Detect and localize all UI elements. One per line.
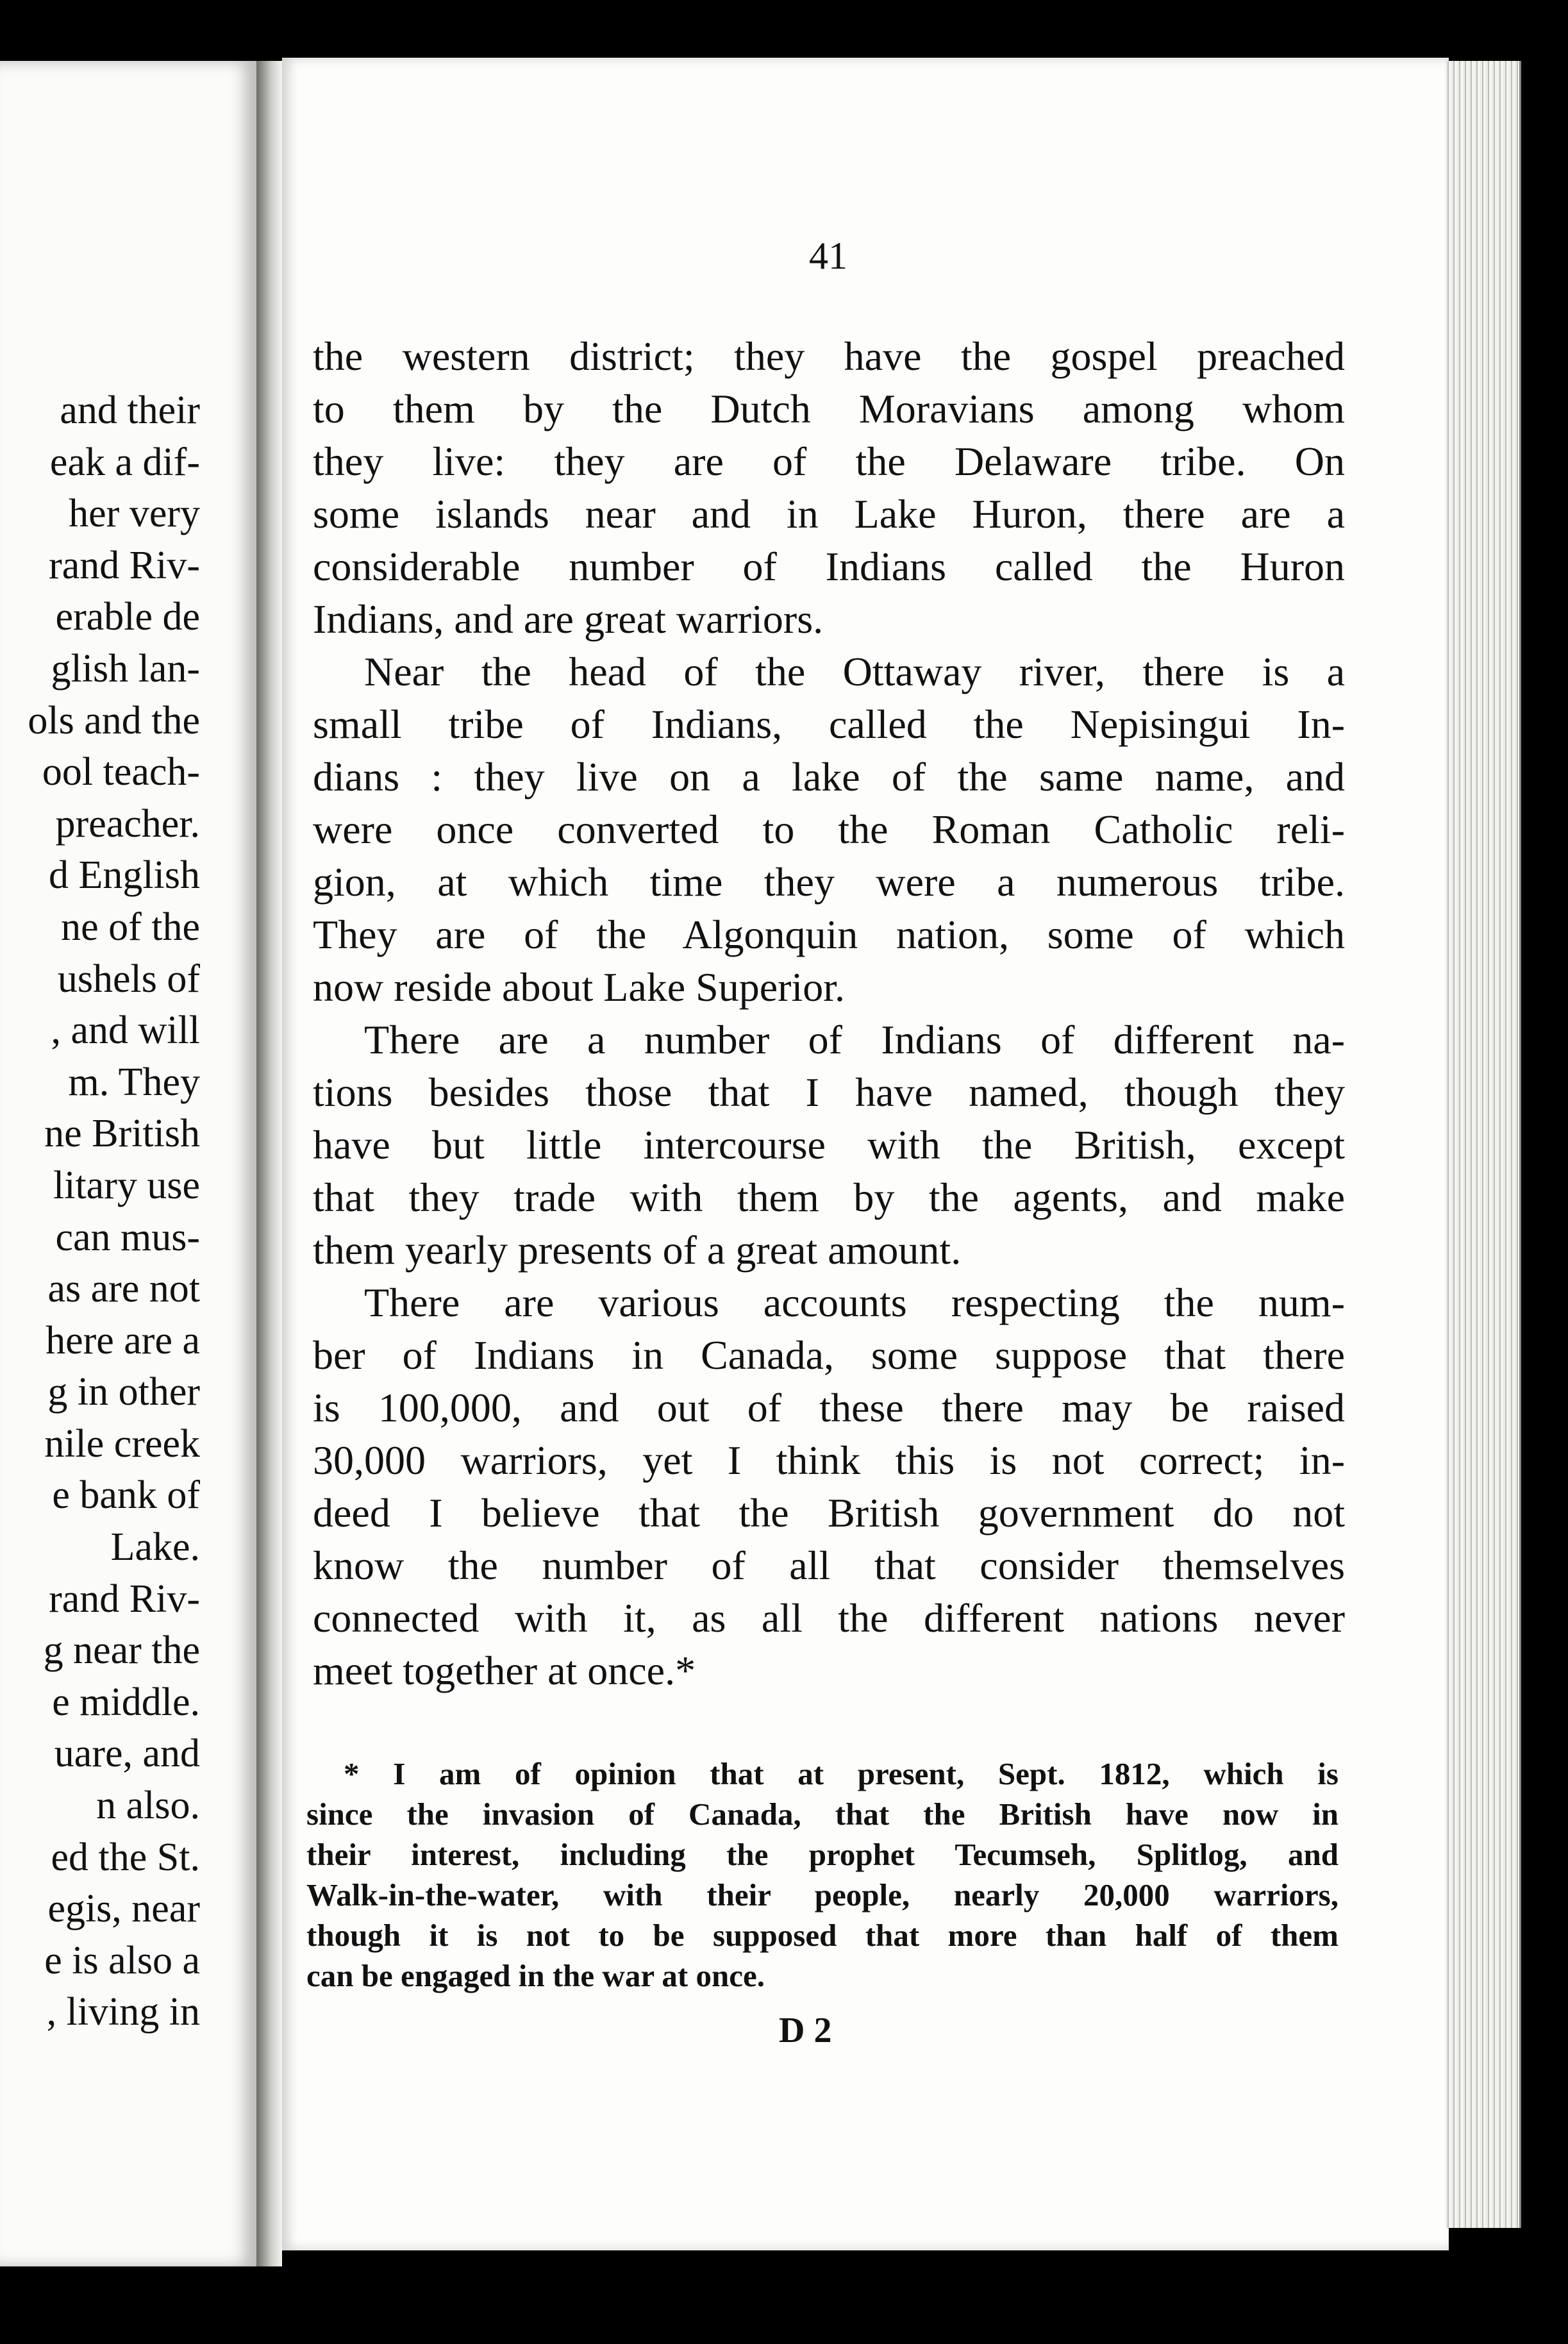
text-line: were once converted to the Roman Catholic reli- (313, 807, 1345, 852)
text-line: ber of Indians in Canada, some suppose that there (313, 1332, 1345, 1378)
left-page-line: ne British (44, 1112, 200, 1156)
text-line: them yearly presents of a great amount. (313, 1227, 962, 1273)
left-page-line: egis, near (47, 1887, 200, 1931)
left-page-line: can mus- (55, 1215, 200, 1259)
text-line: know the number of all that consider themselves (313, 1543, 1345, 1588)
paragraph (313, 1277, 1345, 1697)
text-line: is 100,000, and out of these there may be raised (313, 1385, 1345, 1430)
text-line: that they trade with them by the agents, and make (313, 1175, 1345, 1220)
text-line: There are a number of Indians of different na- (364, 1017, 1345, 1062)
text-line: Indians, and are great warriors. (313, 596, 824, 642)
text-line: meet together at once.* (313, 1648, 696, 1693)
left-page-line: ols and the (28, 698, 200, 742)
text-line: some islands near and in Lake Huron, there are a (313, 491, 1345, 537)
footnote-line: their interest, including the prophet Tecumseh, Splitlog, and (306, 1837, 1339, 1872)
footnote-line: Walk-in-the-water, with their people, nearly 20,000 warriors, (306, 1877, 1339, 1913)
left-page-line: litary use (53, 1163, 200, 1207)
text-line: considerable number of Indians called the Huron (313, 544, 1345, 589)
footnote (306, 1754, 1339, 1996)
left-page-line: uare, and (54, 1732, 200, 1776)
footnote-line: since the invasion of Canada, that the British have now in (306, 1796, 1339, 1832)
text-line: have but little intercourse with the British, except (313, 1122, 1345, 1168)
left-page (0, 61, 259, 2266)
book-gutter (256, 61, 282, 2266)
left-page-line: g in other (47, 1370, 200, 1414)
text-line: deed I believe that the British government do not (313, 1490, 1345, 1536)
left-page-line: ool teach- (42, 750, 200, 794)
left-page-line: n also. (96, 1784, 200, 1828)
text-line: they live: they are of the Delaware tribe. On (313, 439, 1345, 484)
text-line: the western district; they have the gospel preached (313, 333, 1345, 379)
text-line: dians : they live on a lake of the same name, and (313, 754, 1345, 799)
left-page-line: d English (49, 853, 200, 898)
text-line: 30,000 warriors, yet I think this is not correct; in- (313, 1437, 1345, 1483)
left-page-line: m. They (68, 1060, 200, 1104)
left-page-line: Lake. (110, 1525, 200, 1570)
left-page-text (28, 385, 200, 2038)
left-page-line: e middle. (52, 1680, 200, 1724)
left-page-line: , and will (51, 1009, 200, 1053)
left-page-line: glish lan- (51, 646, 200, 691)
text-line: connected with it, as all the different nations never (313, 1595, 1345, 1641)
text-line: There are various accounts respecting the num- (364, 1280, 1345, 1325)
left-page-line: ed the St. (51, 1835, 200, 1879)
left-page-line: e bank of (52, 1473, 200, 1518)
body-text (313, 330, 1345, 1697)
page-number: 41 (809, 235, 847, 277)
left-page-line: as are not (47, 1267, 200, 1311)
left-page-line: eak a dif- (49, 440, 200, 484)
left-page-line: e is also a (44, 1938, 200, 1982)
left-page-line: ushels of (57, 957, 200, 1001)
left-page-line: nile creek (44, 1421, 200, 1466)
text-line: small tribe of Indians, called the Nepisingui In- (313, 701, 1345, 747)
left-page-line: her very (69, 492, 200, 536)
footnote-line: * I am of opinion that at present, Sept. 1812, which is (344, 1756, 1339, 1791)
left-page-line: rand Riv- (49, 543, 200, 587)
left-page-line: rand Riv- (49, 1577, 200, 1621)
footnote-line: can be engaged in the war at once. (306, 1958, 765, 1993)
left-page-line: erable de (55, 595, 200, 639)
text-line: now reside about Lake Superior. (313, 964, 845, 1010)
left-page-line: preacher. (55, 801, 200, 846)
left-page-line: g near the (43, 1628, 200, 1673)
text-line: gion, at which time they were a numerous tribe. (313, 859, 1345, 905)
text-line: They are of the Algonquin nation, some of which (313, 912, 1345, 957)
left-page-line: here are a (46, 1318, 200, 1362)
paragraph (313, 646, 1345, 1014)
left-page-line: and their (60, 389, 200, 432)
text-line: Near the head of the Ottaway river, there is a (364, 649, 1345, 694)
left-page-line: ne of the (61, 905, 200, 949)
paragraph (313, 1014, 1345, 1277)
signature-mark: D 2 (779, 2011, 832, 2050)
left-page-line: , living in (46, 1990, 200, 2034)
footnote-line: though it is not to be supposed that more than half of them (306, 1918, 1339, 1953)
page-edges (1446, 61, 1521, 2228)
text-line: tions besides those that I have named, though they (313, 1069, 1345, 1115)
text-line: to them by the Dutch Moravians among whom (313, 386, 1345, 431)
paragraph (313, 330, 1345, 646)
